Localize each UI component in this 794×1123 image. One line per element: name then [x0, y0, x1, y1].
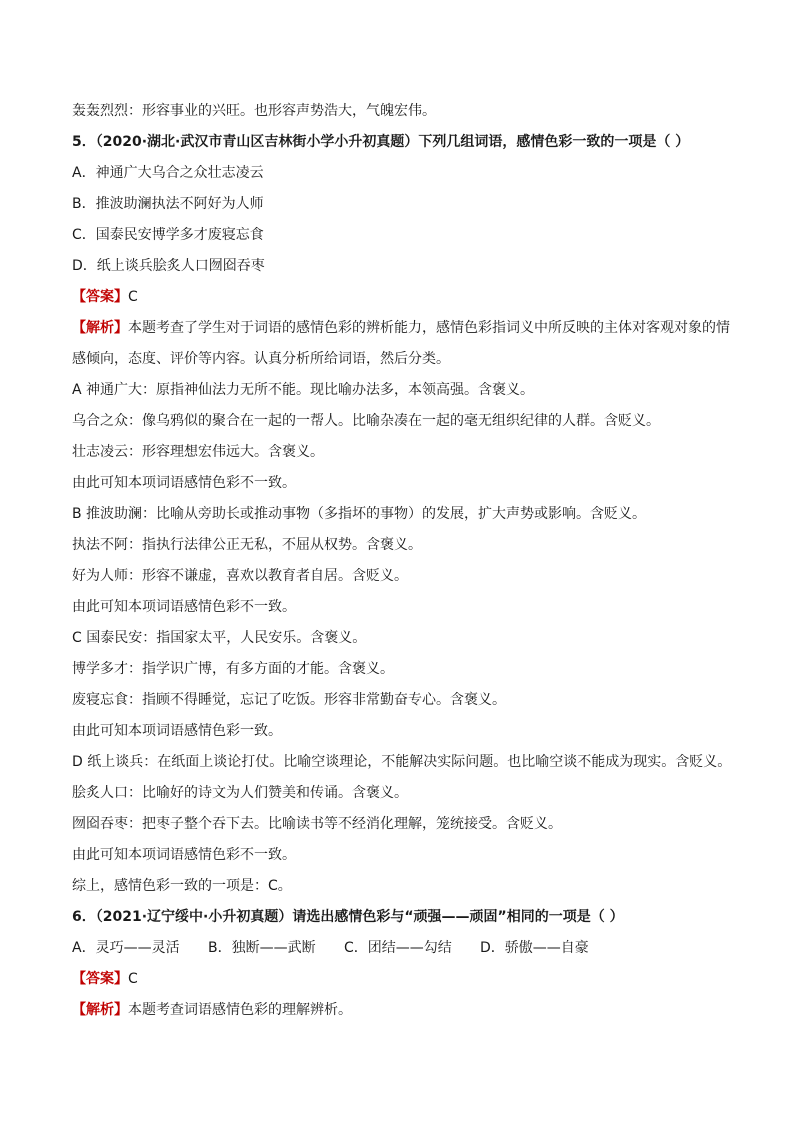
question-6-answer [72, 964, 732, 995]
analysis-tag: 【解析】 [72, 1002, 128, 1018]
document-page [72, 96, 732, 1026]
analysis-line: 囫囵吞枣：把枣子整个吞下去。比喻读书等不经消化理解，笼统接受。含贬义。 [72, 816, 562, 832]
question-6-text: 请选出感情色彩与“顽强——顽固”相同的一项是（ ） [292, 909, 624, 925]
analysis-line: 壮志凌云：形容理想宏伟远大。含褒义。 [72, 444, 324, 460]
question-6-number: 6． [72, 909, 96, 925]
question-5-number: 5． [72, 134, 96, 150]
answer-tag: 【答案】 [72, 971, 128, 987]
analysis-line: D 纸上谈兵：在纸面上谈论打仗。比喻空谈理论，不能解决实际问题。也比喻空谈不能成为现实。含贬义。 [72, 754, 732, 770]
answer-value: C [128, 971, 138, 987]
answer-value: C [128, 289, 138, 305]
answer-tag: 【答案】 [72, 289, 128, 305]
question-6-option-c: C．团结——勾结 [344, 940, 452, 956]
analysis-line: 博学多才：指学识广博，有多方面的才能。含褒义。 [72, 661, 394, 677]
question-5-option-a: A．神通广大乌合之众壮志凌云 [72, 165, 264, 181]
question-5-analysis-intro [72, 313, 732, 375]
question-5-source: （2020·湖北·武汉市青山区吉林街小学小升初真题） [95, 134, 419, 150]
analysis-line: A 神通广大：原指神仙法力无所不能。现比喻办法多，本领高强。含褒义。 [72, 382, 535, 398]
analysis-line: B 推波助澜：比喻从旁助长或推动事物（多指坏的事物）的发展，扩大声势或影响。含贬义。 [72, 506, 647, 522]
question-6-stem [72, 902, 732, 933]
analysis-line: 由此可知本项词语感情色彩一致。 [72, 723, 282, 739]
question-6-source: （2021·辽宁绥中·小升初真题） [95, 909, 293, 925]
analysis-line: 乌合之众：像乌鸦似的聚合在一起的一帮人。比喻杂凑在一起的毫无组织纪律的人群。含贬义。 [72, 413, 660, 429]
analysis-conclusion: 综上，感情色彩一致的一项是：C。 [72, 878, 292, 894]
question-6-option-a: A．灵巧——灵活 [72, 940, 180, 956]
analysis-intro-text: 本题考查词语感情色彩的理解辨析。 [128, 1002, 352, 1018]
question-6-options [72, 933, 732, 964]
analysis-line: 好为人师：形容不谦虚，喜欢以教育者自居。含贬义。 [72, 568, 408, 584]
question-5-stem [72, 127, 732, 158]
analysis-line: 脍炙人口：比喻好的诗文为人们赞美和传诵。含褒义。 [72, 785, 408, 801]
analysis-intro-text: 本题考查了学生对于词语的感情色彩的辨析能力，感情色彩指词义中所反映的主体对客观对象的情感倾向，态度、评价等内容。认真分析所给词语，然后分类。 [72, 320, 730, 367]
question-6-option-d: D．骄傲——自豪 [480, 940, 589, 956]
analysis-tag: 【解析】 [72, 320, 128, 336]
question-5-text: 下列几组词语，感情色彩一致的一项是（ ） [418, 134, 690, 150]
intro-line: 轰轰烈烈：形容事业的兴旺。也形容声势浩大，气魄宏伟。 [72, 103, 436, 119]
analysis-line: C 国泰民安：指国家太平，人民安乐。含褒义。 [72, 630, 367, 646]
analysis-line: 废寝忘食：指顾不得睡觉，忘记了吃饭。形容非常勤奋专心。含褒义。 [72, 692, 506, 708]
question-6-option-b: B．独断——武断 [208, 940, 316, 956]
analysis-line: 由此可知本项词语感情色彩不一致。 [72, 847, 296, 863]
analysis-line: 执法不阿：指执行法律公正无私，不屈从权势。含褒义。 [72, 537, 422, 553]
question-5-option-b: B．推波助澜执法不阿好为人师 [72, 196, 264, 212]
question-5-option-c: C．国泰民安博学多才废寝忘食 [72, 227, 264, 243]
question-6-analysis [72, 995, 732, 1026]
analysis-line: 由此可知本项词语感情色彩不一致。 [72, 599, 296, 615]
analysis-line: 由此可知本项词语感情色彩不一致。 [72, 475, 296, 491]
question-5-option-d: D．纸上谈兵脍炙人口囫囵吞枣 [72, 258, 265, 274]
question-5-answer [72, 282, 732, 313]
